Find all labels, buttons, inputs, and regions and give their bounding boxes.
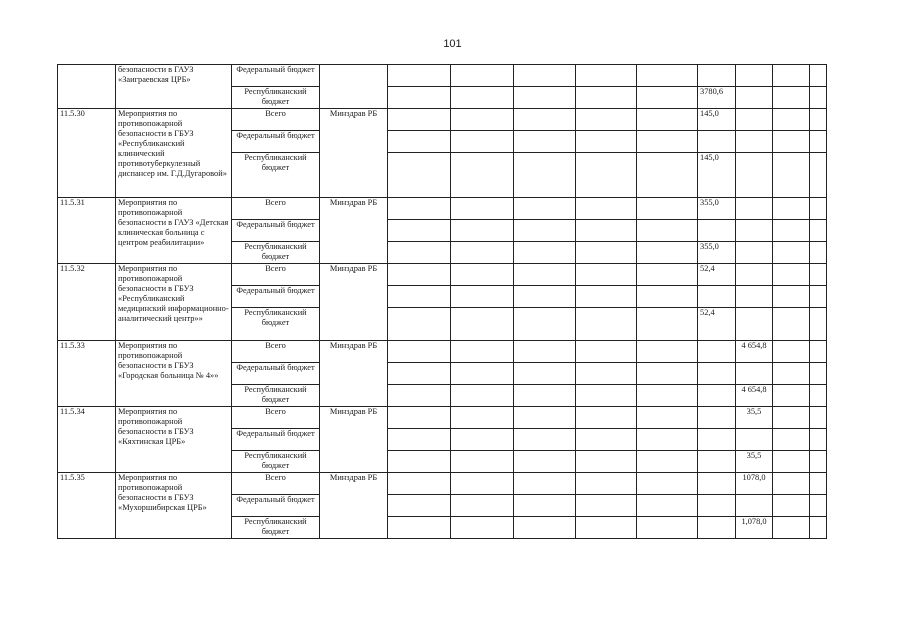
amount-cell: [698, 363, 736, 385]
empty-cell: [576, 109, 637, 131]
empty-cell: [637, 65, 698, 87]
empty-cell: [637, 385, 698, 407]
empty-cell: [576, 65, 637, 87]
empty-cell: [637, 429, 698, 451]
empty-cell: [451, 264, 514, 286]
row-number: 11.5.31: [58, 198, 116, 264]
empty-cell: [637, 109, 698, 131]
amount-cell: [698, 131, 736, 153]
empty-cell: [388, 264, 451, 286]
funding-source: Федеральный бюджет: [232, 495, 320, 517]
row-number: [58, 65, 116, 109]
funding-source: Республиканский бюджет: [232, 153, 320, 198]
amount-cell: [698, 385, 736, 407]
amount-cell: 52,4: [698, 308, 736, 341]
empty-cell: [576, 264, 637, 286]
responsible-executor: Минздрав РБ: [320, 473, 388, 539]
empty-cell: [810, 264, 827, 286]
empty-cell: [451, 198, 514, 220]
responsible-executor: Минздрав РБ: [320, 109, 388, 198]
responsible-executor: Минздрав РБ: [320, 341, 388, 407]
empty-cell: [773, 341, 810, 363]
empty-cell: [773, 264, 810, 286]
table-body: [58, 65, 827, 539]
empty-cell: [773, 363, 810, 385]
amount-cell: [736, 495, 773, 517]
empty-cell: [451, 517, 514, 539]
amount-cell: 35,5: [736, 451, 773, 473]
funding-source: Всего: [232, 264, 320, 286]
empty-cell: [773, 220, 810, 242]
amount-cell: [736, 286, 773, 308]
empty-cell: [576, 198, 637, 220]
empty-cell: [810, 451, 827, 473]
amount-cell: [698, 473, 736, 495]
empty-cell: [451, 220, 514, 242]
table-row: [58, 341, 827, 363]
empty-cell: [514, 517, 576, 539]
event-description: Мероприятия по противопожарной безопасности в ГБУЗ «Республиканский медицинский информационно-аналитический центр»»: [116, 264, 232, 341]
table-row: [58, 198, 827, 220]
empty-cell: [810, 242, 827, 264]
empty-cell: [514, 286, 576, 308]
empty-cell: [388, 429, 451, 451]
amount-cell: [698, 220, 736, 242]
empty-cell: [773, 308, 810, 341]
amount-cell: 4 654,8: [736, 385, 773, 407]
funding-source: Федеральный бюджет: [232, 65, 320, 87]
empty-cell: [773, 407, 810, 429]
table-row: [58, 473, 827, 495]
funding-source: Республиканский бюджет: [232, 308, 320, 341]
amount-cell: 145,0: [698, 109, 736, 131]
empty-cell: [388, 87, 451, 109]
empty-cell: [388, 242, 451, 264]
empty-cell: [773, 451, 810, 473]
amount-cell: 1078,0: [736, 473, 773, 495]
amount-cell: [698, 341, 736, 363]
amount-cell: [736, 109, 773, 131]
amount-cell: [736, 65, 773, 87]
empty-cell: [637, 495, 698, 517]
empty-cell: [514, 473, 576, 495]
funding-source: Республиканский бюджет: [232, 385, 320, 407]
empty-cell: [810, 407, 827, 429]
empty-cell: [810, 363, 827, 385]
empty-cell: [451, 87, 514, 109]
empty-cell: [576, 407, 637, 429]
empty-cell: [514, 153, 576, 198]
empty-cell: [388, 385, 451, 407]
empty-cell: [773, 286, 810, 308]
empty-cell: [576, 242, 637, 264]
empty-cell: [637, 451, 698, 473]
event-description: Мероприятия по противопожарной безопасности в ГБУЗ «Городская больница № 4»»: [116, 341, 232, 407]
empty-cell: [773, 473, 810, 495]
empty-cell: [773, 429, 810, 451]
empty-cell: [810, 495, 827, 517]
amount-cell: 35,5: [736, 407, 773, 429]
empty-cell: [773, 385, 810, 407]
empty-cell: [388, 308, 451, 341]
empty-cell: [773, 109, 810, 131]
amount-cell: 3780,6: [698, 87, 736, 109]
funding-source: Республиканский бюджет: [232, 517, 320, 539]
empty-cell: [576, 385, 637, 407]
empty-cell: [388, 198, 451, 220]
funding-source: Федеральный бюджет: [232, 429, 320, 451]
empty-cell: [451, 363, 514, 385]
amount-cell: 1,078,0: [736, 517, 773, 539]
empty-cell: [388, 153, 451, 198]
empty-cell: [773, 198, 810, 220]
empty-cell: [576, 341, 637, 363]
empty-cell: [514, 385, 576, 407]
empty-cell: [514, 109, 576, 131]
amount-cell: [698, 429, 736, 451]
empty-cell: [773, 65, 810, 87]
empty-cell: [514, 87, 576, 109]
empty-cell: [637, 407, 698, 429]
amount-cell: [736, 220, 773, 242]
empty-cell: [514, 308, 576, 341]
event-description: Мероприятия по противопожарной безопасности в ГБУЗ «Кяхтинская ЦРБ»: [116, 407, 232, 473]
empty-cell: [514, 341, 576, 363]
empty-cell: [637, 242, 698, 264]
empty-cell: [637, 131, 698, 153]
empty-cell: [773, 517, 810, 539]
empty-cell: [451, 286, 514, 308]
empty-cell: [514, 65, 576, 87]
empty-cell: [773, 87, 810, 109]
empty-cell: [388, 451, 451, 473]
table-row: [58, 264, 827, 286]
amount-cell: 355,0: [698, 242, 736, 264]
empty-cell: [514, 429, 576, 451]
empty-cell: [637, 153, 698, 198]
empty-cell: [514, 198, 576, 220]
empty-cell: [637, 473, 698, 495]
amount-cell: [736, 363, 773, 385]
empty-cell: [451, 495, 514, 517]
empty-cell: [451, 473, 514, 495]
empty-cell: [451, 65, 514, 87]
amount-cell: [736, 429, 773, 451]
row-number: 11.5.32: [58, 264, 116, 341]
empty-cell: [637, 286, 698, 308]
empty-cell: [576, 87, 637, 109]
empty-cell: [388, 220, 451, 242]
empty-cell: [637, 517, 698, 539]
responsible-executor: Минздрав РБ: [320, 198, 388, 264]
amount-cell: [736, 198, 773, 220]
empty-cell: [810, 153, 827, 198]
funding-source: Республиканский бюджет: [232, 242, 320, 264]
empty-cell: [810, 385, 827, 407]
empty-cell: [576, 495, 637, 517]
amount-cell: [736, 308, 773, 341]
empty-cell: [810, 286, 827, 308]
empty-cell: [514, 220, 576, 242]
empty-cell: [576, 286, 637, 308]
empty-cell: [773, 242, 810, 264]
funding-source: Всего: [232, 341, 320, 363]
empty-cell: [451, 109, 514, 131]
empty-cell: [514, 264, 576, 286]
funding-source: Республиканский бюджет: [232, 87, 320, 109]
empty-cell: [810, 87, 827, 109]
empty-cell: [388, 517, 451, 539]
empty-cell: [514, 451, 576, 473]
row-number: 11.5.33: [58, 341, 116, 407]
empty-cell: [388, 65, 451, 87]
empty-cell: [637, 264, 698, 286]
empty-cell: [637, 87, 698, 109]
empty-cell: [576, 220, 637, 242]
funding-source: Республиканский бюджет: [232, 451, 320, 473]
amount-cell: [736, 242, 773, 264]
responsible-executor: Минздрав РБ: [320, 264, 388, 341]
empty-cell: [773, 131, 810, 153]
amount-cell: 145,0: [698, 153, 736, 198]
amount-cell: 4 654,8: [736, 341, 773, 363]
empty-cell: [451, 429, 514, 451]
empty-cell: [451, 451, 514, 473]
funding-source: Всего: [232, 407, 320, 429]
empty-cell: [451, 242, 514, 264]
empty-cell: [451, 153, 514, 198]
empty-cell: [451, 385, 514, 407]
empty-cell: [576, 473, 637, 495]
amount-cell: [736, 153, 773, 198]
empty-cell: [810, 473, 827, 495]
empty-cell: [451, 131, 514, 153]
page-number: 101: [443, 38, 462, 50]
amount-cell: 355,0: [698, 198, 736, 220]
empty-cell: [576, 363, 637, 385]
empty-cell: [514, 131, 576, 153]
amount-cell: 52,4: [698, 264, 736, 286]
empty-cell: [637, 341, 698, 363]
empty-cell: [388, 109, 451, 131]
funding-source: Федеральный бюджет: [232, 286, 320, 308]
funding-source: Всего: [232, 109, 320, 131]
empty-cell: [388, 341, 451, 363]
event-description: Мероприятия по противопожарной безопасности в ГБУЗ «Мухоршибирская ЦРБ»: [116, 473, 232, 539]
event-description: безопасности в ГАУЗ «Заиграевская ЦРБ»: [116, 65, 232, 109]
empty-cell: [810, 109, 827, 131]
empty-cell: [514, 242, 576, 264]
empty-cell: [637, 198, 698, 220]
empty-cell: [388, 473, 451, 495]
amount-cell: [698, 286, 736, 308]
budget-table: [57, 64, 827, 539]
funding-source: Федеральный бюджет: [232, 363, 320, 385]
responsible-executor: [320, 65, 388, 109]
empty-cell: [388, 286, 451, 308]
empty-cell: [388, 407, 451, 429]
empty-cell: [810, 65, 827, 87]
empty-cell: [451, 407, 514, 429]
empty-cell: [451, 341, 514, 363]
empty-cell: [637, 308, 698, 341]
amount-cell: [736, 264, 773, 286]
empty-cell: [576, 153, 637, 198]
event-description: Мероприятия по противопожарной безопасности в ГАУЗ «Детская клиническая больница с центром реабилитации»: [116, 198, 232, 264]
table-row: [58, 407, 827, 429]
empty-cell: [388, 131, 451, 153]
amount-cell: [698, 517, 736, 539]
empty-cell: [810, 429, 827, 451]
funding-source: Всего: [232, 198, 320, 220]
empty-cell: [637, 363, 698, 385]
empty-cell: [388, 363, 451, 385]
row-number: 11.5.34: [58, 407, 116, 473]
empty-cell: [576, 131, 637, 153]
funding-source: Федеральный бюджет: [232, 131, 320, 153]
row-number: 11.5.30: [58, 109, 116, 198]
empty-cell: [773, 153, 810, 198]
amount-cell: [698, 451, 736, 473]
empty-cell: [810, 308, 827, 341]
empty-cell: [810, 220, 827, 242]
event-description: Мероприятия по противопожарной безопасности в ГБУЗ «Республиканский клинический противотуберкулезный диспансер им. Г.Д.Дугаровой»: [116, 109, 232, 198]
funding-source: Всего: [232, 473, 320, 495]
empty-cell: [451, 308, 514, 341]
empty-cell: [810, 198, 827, 220]
table-row: [58, 109, 827, 131]
amount-cell: [698, 495, 736, 517]
amount-cell: [698, 65, 736, 87]
empty-cell: [773, 495, 810, 517]
row-number: 11.5.35: [58, 473, 116, 539]
empty-cell: [576, 451, 637, 473]
empty-cell: [810, 517, 827, 539]
empty-cell: [810, 131, 827, 153]
empty-cell: [514, 495, 576, 517]
amount-cell: [736, 131, 773, 153]
empty-cell: [576, 308, 637, 341]
responsible-executor: Минздрав РБ: [320, 407, 388, 473]
empty-cell: [576, 517, 637, 539]
amount-cell: [736, 87, 773, 109]
empty-cell: [637, 220, 698, 242]
empty-cell: [514, 363, 576, 385]
table-row: [58, 65, 827, 87]
empty-cell: [388, 495, 451, 517]
empty-cell: [810, 341, 827, 363]
empty-cell: [514, 407, 576, 429]
empty-cell: [576, 429, 637, 451]
amount-cell: [698, 407, 736, 429]
funding-source: Федеральный бюджет: [232, 220, 320, 242]
